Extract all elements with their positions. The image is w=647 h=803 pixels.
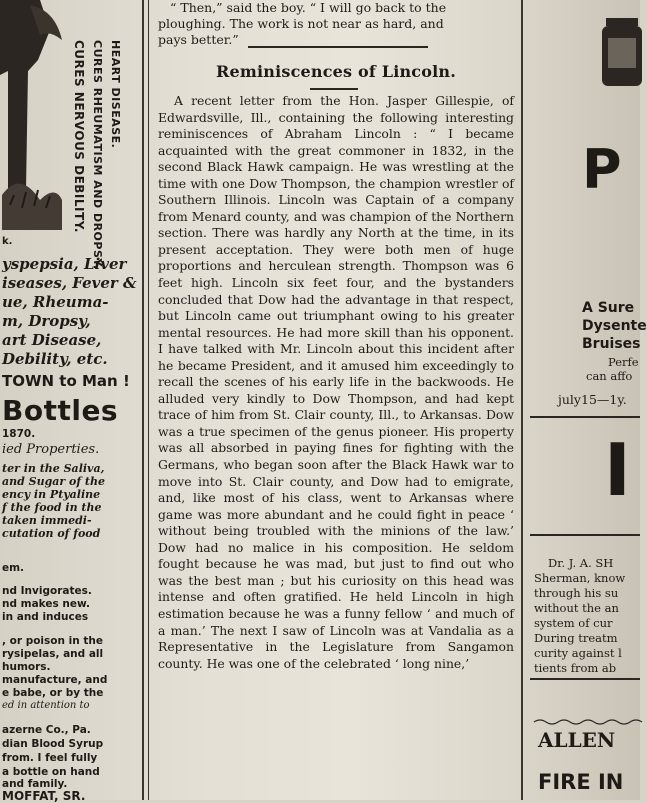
ad-poison-6: ed in attention to [2, 700, 90, 711]
ad-saliva-1: ter in the Saliva, [2, 462, 105, 475]
ad-doctor-line-6: During treatm [534, 631, 618, 645]
article-column [152, 0, 520, 800]
previous-article-end [158, 0, 514, 48]
advertisement-illustration [0, 0, 70, 240]
ad-small-line-2: can affo [586, 369, 633, 383]
right-ad-column [524, 0, 647, 800]
ad-large-letter: I [604, 428, 631, 512]
decorative-rule [534, 718, 640, 726]
ad-ailment-1: yspepsia, Liver [2, 255, 127, 273]
ad-invigorates-2: nd makes new. [2, 598, 91, 610]
right-column-rule-1 [530, 416, 640, 418]
column-rule-left-inner [148, 0, 149, 800]
ad-bottom-3: from. I feel fully [2, 752, 98, 764]
ad-doctor-line-2: Sherman, know [534, 571, 626, 585]
ad-sure-line-2: Dysente [582, 318, 647, 334]
ad-saliva-2: and Sugar of the [2, 475, 106, 488]
ad-bottom-1: azerne Co., Pa. [2, 724, 91, 736]
ad-saliva-6: cutation of food [2, 527, 101, 540]
ad-invigorates-1: nd Invigorates. [2, 585, 92, 597]
ad-ailment-2: iseases, Fever & [2, 274, 137, 292]
column-rule-right [521, 0, 523, 800]
ad-saliva-3: ency in Ptyaline [2, 488, 101, 501]
ad-vertical-line-1: CURES NERVOUS DEBILITY. [72, 40, 86, 233]
ad-doctor-line-7: curity against l [534, 646, 622, 660]
ad-town-line: TOWN to Man ! [2, 372, 130, 390]
ad-poison-3: humors. [2, 661, 51, 673]
ad-em: em. [2, 562, 25, 574]
ad-doctor-line-1: Dr. J. A. SH [548, 556, 614, 570]
ad-saliva-4: f the food in the [2, 501, 102, 514]
ad-bottom-5: and family. [2, 778, 68, 790]
ad-properties: ied Properties. [2, 442, 100, 457]
right-column-rule-2 [530, 534, 640, 536]
ad-saliva-5: taken immedi- [2, 514, 92, 527]
previous-line-1: “ Then,” said the boy. “ I will go back to the [170, 0, 447, 15]
ad-year: 1870. [2, 428, 36, 440]
ad-doctor-line-4: without the an [534, 601, 619, 615]
article-headline: Reminiscences of Lincoln. [215, 62, 457, 81]
ad-doctor-line-8: tients from ab [534, 661, 617, 675]
ad-fire-line: FIRE IN [538, 770, 624, 794]
ad-doctor-line-5: system of cur [534, 616, 613, 630]
ad-ailment-3: ue, Rheuma- [2, 293, 109, 311]
bottle-illustration [600, 14, 644, 88]
ad-poison-5: e babe, or by the [2, 687, 104, 699]
ad-large-letter-p: P [582, 138, 622, 201]
ad-ailment-4: m, Dropsy, [2, 312, 91, 330]
ad-sure-line-3: Bruises [582, 336, 641, 352]
ad-vertical-line-2: CURES RHEUMATISM AND DROPSY. [91, 40, 104, 270]
ad-vertical-line-3: HEART DISEASE. [109, 40, 122, 149]
article-body: A recent letter from the Hon. Jasper Gillespie, of Edwardsville, Ill., containing the following interesting reminiscences of Abraham Lincoln : “ I became acquainted with the great commoner in 1832, in the second Black Hawk campaign. He was wrestling at the time with one Dow Thompson, the champion wrestler of Southern Illinois. Lincoln was Captain of a company from Menard county, and was champion of the Northern section. There was hardly any North at the time, in its present acceptation. They were both men of huge proportions and herculean strength. Thompson was 6 feet high. Lincoln six feet four, and the bystanders concluded that Dow had the advantage in that respect, but Lincoln came out triumphant owing to his greater mental resources. He had more skill than his opponent. I have talked with Mr. Lincoln about this incident after he became President, and it amused him exceedingly to recall the scenes of his early life in the backwoods. He alluded very kindly to Dow Thompson, and had kept trace of him from St. Clair county, Ill., to Arkansas. Dow was a true specimen of the genus pioneer. His property was all absorbed in paying fines for fighting with the Germans, who began soon after the Black Hawk war to move into St. Clair county, and Dow had to emigrate, and, like most of his class, went to Arkansas where game was more abundant and he could fight in peace ‘ without being troubled with the minions of the law.’ Dow had no malice in his composition. He seldom fought because he was mad, but just to find out who was the best man ; but his curiosity on this head was intense and often gratified. He held Lincoln in high estimation because he was a funny fellow ‘ and much of a man.’ The next I saw of Lincoln was at Vandalia as a Representative in the Legislature from Sangamon county. He was one of the celebrated ‘ long nine,’ [158, 93, 514, 671]
left-ad-column [0, 0, 137, 803]
article-separator-rule [248, 46, 428, 48]
previous-line-3: pays better.” [158, 32, 239, 47]
ad-ailment-5: art Disease, [2, 331, 102, 349]
ad-poison-2: rysipelas, and all [2, 648, 104, 660]
headline-underline [310, 88, 358, 90]
ad-bottom-2: dian Blood Syrup [2, 738, 104, 750]
ad-bottles: Bottles [2, 394, 119, 427]
column-rule-left [142, 0, 144, 800]
ad-doctor-line-3: through his su [534, 586, 619, 600]
ad-ailment-6: Debility, etc. [2, 350, 108, 368]
ad-k-mark: k. [2, 236, 13, 247]
ad-poison-1: , or poison in the [2, 635, 103, 647]
ad-poison-4: manufacture, and [2, 674, 108, 686]
right-column-rule-3 [530, 678, 640, 680]
ad-date-line: july15—1y. [558, 392, 627, 407]
ad-bottom-6: MOFFAT, SR. [2, 789, 86, 803]
ad-small-line-1: Perfe [608, 355, 639, 369]
ad-allen: ALLEN [538, 728, 616, 752]
ad-bottom-4: a bottle on hand [2, 766, 100, 778]
ad-sure-line-1: A Sure [582, 300, 635, 316]
ad-invigorates-3: in and induces [2, 611, 89, 623]
previous-line-2: ploughing. The work is not near as hard, and [158, 16, 444, 31]
